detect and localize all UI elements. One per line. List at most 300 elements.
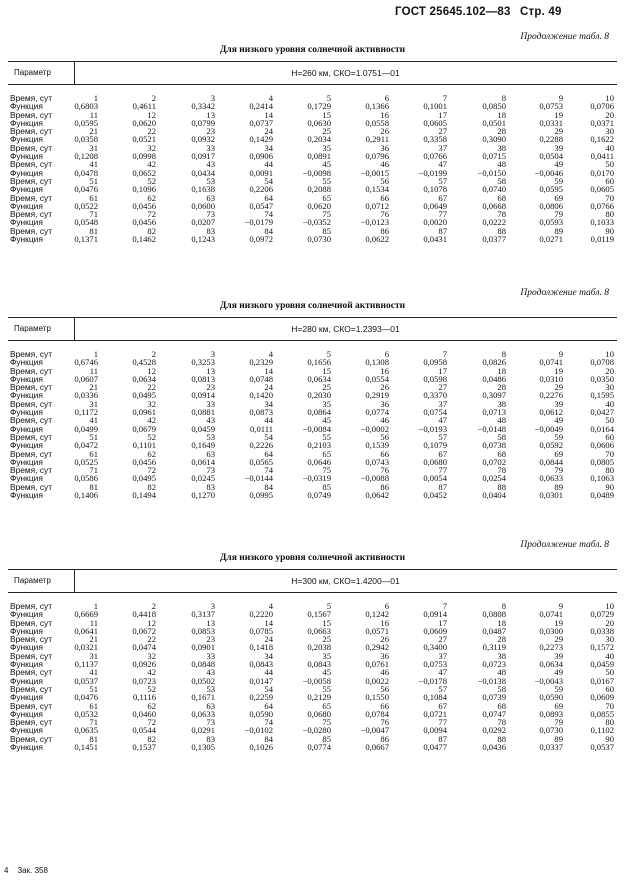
function-value: 0,0094 <box>423 725 447 736</box>
time-value: 29 <box>554 634 563 645</box>
time-value: 14 <box>264 617 273 628</box>
function-value: 0,0853 <box>191 625 215 636</box>
time-value: 20 <box>605 365 614 376</box>
time-value: 52 <box>147 683 156 694</box>
function-value: 0,0741 <box>539 609 563 620</box>
time-value: 19 <box>554 617 563 628</box>
time-value: 85 <box>322 225 331 236</box>
time-value: 82 <box>147 481 156 492</box>
time-label: Время, сут <box>10 667 53 678</box>
function-value: 0,1451 <box>74 742 98 753</box>
time-value: 80 <box>605 209 614 220</box>
time-value: 62 <box>147 700 156 711</box>
function-value: 0,0805 <box>590 456 614 467</box>
function-label: Функция <box>10 725 43 736</box>
time-value: 65 <box>322 192 331 203</box>
function-value: −0,0280 <box>302 725 331 736</box>
function-value: 0,0646 <box>307 456 331 467</box>
function-value: 0,1429 <box>249 134 273 145</box>
time-value: 57 <box>438 431 447 442</box>
time-value: 69 <box>554 700 563 711</box>
time-value: 26 <box>380 634 389 645</box>
function-value: 0,0427 <box>590 407 614 418</box>
function-value: 0,0633 <box>539 473 563 484</box>
function-value: 0,0614 <box>191 456 215 467</box>
time-value: 80 <box>605 465 614 476</box>
time-value: 62 <box>147 448 156 459</box>
function-value: 0,0404 <box>482 490 506 501</box>
function-value: −0,0148 <box>477 423 506 434</box>
function-value: 0,6803 <box>74 101 98 112</box>
time-label: Время, сут <box>10 601 53 611</box>
time-value: 16 <box>380 617 389 628</box>
time-value: 89 <box>554 225 563 236</box>
function-label: Функция <box>10 456 43 467</box>
function-value: 0,0565 <box>249 456 273 467</box>
function-value: 0,0663 <box>307 625 331 636</box>
function-row <box>8 202 617 210</box>
footer-order: Зак. 358 <box>17 866 48 875</box>
time-value: 66 <box>380 700 389 711</box>
time-value: 53 <box>206 431 215 442</box>
function-value: 0,0796 <box>365 151 389 162</box>
time-value: 84 <box>264 225 273 236</box>
section-title: Для низкого уровня солнечной активности <box>219 45 406 55</box>
time-value: 41 <box>89 159 98 170</box>
time-label: Время, сут <box>10 431 53 442</box>
time-value: 83 <box>206 481 215 492</box>
function-value: 0,0547 <box>249 200 273 211</box>
function-value: 0,1671 <box>191 692 215 703</box>
function-value: 0,2329 <box>249 357 273 368</box>
function-value: 0,3342 <box>191 101 215 112</box>
time-value: 45 <box>322 667 331 678</box>
time-value: 32 <box>147 650 156 661</box>
function-label: Функция <box>10 151 43 162</box>
function-value: 0,0622 <box>365 234 389 245</box>
function-value: 0,0766 <box>423 151 447 162</box>
time-value: 37 <box>438 398 447 409</box>
function-value: 0,0300 <box>539 625 563 636</box>
time-value: 53 <box>206 175 215 186</box>
function-value: 0,0749 <box>307 490 331 501</box>
function-label: Функция <box>10 357 43 368</box>
time-label: Время, сут <box>10 365 53 376</box>
function-value: 0,2103 <box>307 440 331 451</box>
function-value: 0,0906 <box>249 151 273 162</box>
function-value: 0,0600 <box>191 200 215 211</box>
time-value: 18 <box>497 365 506 376</box>
time-value: 48 <box>497 415 506 426</box>
table-header <box>8 61 617 85</box>
time-value: 88 <box>497 481 506 492</box>
time-value: 30 <box>605 126 614 137</box>
function-value: 0,2220 <box>249 609 273 620</box>
time-value: 83 <box>206 225 215 236</box>
time-label: Время, сут <box>10 481 53 492</box>
time-value: 45 <box>322 159 331 170</box>
time-value: 63 <box>206 700 215 711</box>
function-value: 0,2919 <box>365 390 389 401</box>
function-value: 0,0358 <box>74 134 98 145</box>
function-value: 0,0586 <box>74 473 98 484</box>
time-value: 4 <box>268 601 273 611</box>
time-value: 79 <box>554 209 563 220</box>
function-value: 0,0434 <box>191 167 215 178</box>
time-value: 37 <box>438 142 447 153</box>
function-value: 0,0502 <box>191 675 215 686</box>
function-value: 0,0774 <box>365 407 389 418</box>
time-value: 67 <box>438 192 447 203</box>
function-value: 0,0548 <box>74 217 98 228</box>
time-label: Время, сут <box>10 225 53 236</box>
time-value: 57 <box>438 683 447 694</box>
time-value: 72 <box>147 717 156 728</box>
function-value: 0,1096 <box>132 184 156 195</box>
function-value: 0,0476 <box>74 184 98 195</box>
time-value: 87 <box>438 481 447 492</box>
time-value: 51 <box>89 431 98 442</box>
function-value: 0,0495 <box>132 473 156 484</box>
time-value: 10 <box>605 93 614 103</box>
time-value: 74 <box>264 465 273 476</box>
function-value: 0,3370 <box>423 390 447 401</box>
function-value: −0,0102 <box>244 725 273 736</box>
time-value: 60 <box>605 175 614 186</box>
time-value: 86 <box>380 733 389 744</box>
function-value: 0,0020 <box>423 217 447 228</box>
function-value: 0,3090 <box>482 134 506 145</box>
function-label: Функция <box>10 625 43 636</box>
function-value: 0,1638 <box>191 184 215 195</box>
function-value: −0,0088 <box>360 473 389 484</box>
function-label: Функция <box>10 217 43 228</box>
function-value: 0,0881 <box>191 407 215 418</box>
function-value: 0,0590 <box>249 708 273 719</box>
function-row <box>8 743 617 751</box>
time-value: 28 <box>497 382 506 393</box>
function-label: Функция <box>10 373 43 384</box>
function-value: 0,1494 <box>132 490 156 501</box>
function-value: 0,3253 <box>191 357 215 368</box>
time-value: 86 <box>380 225 389 236</box>
function-value: 0,0739 <box>482 692 506 703</box>
function-label: Функция <box>10 390 43 401</box>
time-value: 51 <box>89 175 98 186</box>
time-value: 30 <box>605 634 614 645</box>
time-value: 66 <box>380 448 389 459</box>
function-value: 0,0620 <box>307 200 331 211</box>
function-value: 0,0337 <box>539 742 563 753</box>
time-label: Время, сут <box>10 398 53 409</box>
param-header: Параметр <box>14 576 51 585</box>
function-value: 0,0850 <box>482 101 506 112</box>
function-value: 0,0022 <box>365 675 389 686</box>
time-value: 50 <box>605 667 614 678</box>
function-value: 0,0901 <box>191 642 215 653</box>
time-value: 5 <box>326 349 331 359</box>
function-value: 0,0917 <box>191 151 215 162</box>
time-value: 42 <box>147 159 156 170</box>
time-value: 1 <box>93 93 98 103</box>
function-value: 0,0522 <box>74 200 98 211</box>
time-value: 13 <box>206 365 215 376</box>
function-row <box>8 474 617 482</box>
function-value: 0,6669 <box>74 609 98 620</box>
time-label: Время, сут <box>10 382 53 393</box>
function-row <box>8 218 617 226</box>
time-value: 79 <box>554 717 563 728</box>
time-value: 55 <box>322 683 331 694</box>
function-value: −0,0150 <box>477 167 506 178</box>
function-row <box>8 425 617 433</box>
time-value: 10 <box>605 601 614 611</box>
function-value: 0,1001 <box>423 101 447 112</box>
function-value: 0,0680 <box>423 456 447 467</box>
time-value: 74 <box>264 209 273 220</box>
time-value: 49 <box>554 159 563 170</box>
time-value: 3 <box>210 601 215 611</box>
function-label: Функция <box>10 200 43 211</box>
time-value: 61 <box>89 700 98 711</box>
time-value: 4 <box>268 349 273 359</box>
function-value: 0,1305 <box>191 742 215 753</box>
function-value: 0,0995 <box>249 490 273 501</box>
time-value: 65 <box>322 448 331 459</box>
time-value: 81 <box>89 733 98 744</box>
time-value: 54 <box>264 175 273 186</box>
time-value: 62 <box>147 192 156 203</box>
function-value: 0,0609 <box>423 625 447 636</box>
function-value: 0,0753 <box>423 659 447 670</box>
function-row <box>8 660 617 668</box>
time-value: 69 <box>554 192 563 203</box>
function-value: 0,4611 <box>132 101 156 112</box>
time-value: 45 <box>322 415 331 426</box>
function-value: 0,1243 <box>191 234 215 245</box>
function-value: 0,0843 <box>307 659 331 670</box>
function-value: 0,1550 <box>365 692 389 703</box>
time-value: 40 <box>605 142 614 153</box>
function-label: Функция <box>10 742 43 753</box>
function-value: 0,0499 <box>74 423 98 434</box>
function-value: 0,0478 <box>74 167 98 178</box>
time-value: 29 <box>554 126 563 137</box>
time-value: 14 <box>264 365 273 376</box>
function-value: 0,1534 <box>365 184 389 195</box>
time-value: 88 <box>497 225 506 236</box>
time-value: 85 <box>322 481 331 492</box>
function-value: 0,0167 <box>590 675 614 686</box>
time-value: 32 <box>147 142 156 153</box>
function-value: 0,0635 <box>74 725 98 736</box>
time-value: 82 <box>147 733 156 744</box>
function-value: 0,0634 <box>307 373 331 384</box>
function-value: 0,2034 <box>307 134 331 145</box>
time-value: 26 <box>380 126 389 137</box>
function-value: 0,0864 <box>307 407 331 418</box>
function-row <box>8 169 617 177</box>
time-value: 22 <box>147 382 156 393</box>
function-value: −0,0046 <box>534 167 563 178</box>
function-value: 0,4528 <box>132 357 156 368</box>
section-title: Для низкого уровня солнечной активности <box>219 553 406 563</box>
function-row <box>8 408 617 416</box>
function-value: 0,0595 <box>539 184 563 195</box>
time-value: 36 <box>380 398 389 409</box>
function-value: −0,0123 <box>360 217 389 228</box>
function-value: 0,0679 <box>132 423 156 434</box>
param-header: Параметр <box>14 68 51 77</box>
function-value: 0,2259 <box>249 692 273 703</box>
function-value: 0,0747 <box>482 708 506 719</box>
function-value: 0,0729 <box>590 609 614 620</box>
function-value: 0,0843 <box>249 659 273 670</box>
continuation-note: Продолжение табл. 8 <box>520 32 609 42</box>
function-value: 0,0301 <box>539 490 563 501</box>
time-value: 34 <box>264 650 273 661</box>
function-value: 0,0914 <box>191 390 215 401</box>
time-value: 66 <box>380 192 389 203</box>
function-value: 0,0932 <box>191 134 215 145</box>
time-value: 35 <box>322 142 331 153</box>
time-value: 78 <box>497 209 506 220</box>
time-value: 59 <box>554 431 563 442</box>
function-label: Функция <box>10 167 43 178</box>
time-value: 7 <box>442 601 447 611</box>
time-value: 54 <box>264 431 273 442</box>
function-value: 0,0826 <box>482 357 506 368</box>
time-value: 24 <box>264 382 273 393</box>
time-value: 31 <box>89 398 98 409</box>
time-value: 39 <box>554 398 563 409</box>
function-value: 0,0753 <box>539 101 563 112</box>
function-value: 0,0487 <box>482 625 506 636</box>
page-number: Стр. 49 <box>520 6 562 18</box>
function-value: 0,0590 <box>539 692 563 703</box>
time-value: 2 <box>151 93 156 103</box>
function-value: 0,0371 <box>590 117 614 128</box>
function-value: 0,2942 <box>365 642 389 653</box>
function-value: 0,1063 <box>590 473 614 484</box>
time-value: 17 <box>438 365 447 376</box>
time-value: 34 <box>264 142 273 153</box>
function-row <box>8 185 617 193</box>
function-value: −0,0144 <box>244 473 273 484</box>
function-value: 0,0891 <box>307 151 331 162</box>
time-value: 46 <box>380 667 389 678</box>
function-label: Функция <box>10 642 43 653</box>
function-value: 0,3119 <box>482 642 506 653</box>
time-value: 9 <box>558 349 563 359</box>
time-value: 8 <box>501 93 506 103</box>
function-value: 0,0593 <box>539 217 563 228</box>
time-value: 58 <box>497 431 506 442</box>
time-label: Время, сут <box>10 717 53 728</box>
function-value: 0,0456 <box>132 217 156 228</box>
function-value: 0,0702 <box>482 456 506 467</box>
time-value: 39 <box>554 650 563 661</box>
function-value: 0,0754 <box>423 407 447 418</box>
function-value: 0,2414 <box>249 101 273 112</box>
function-value: 0,1078 <box>423 184 447 195</box>
function-value: 0,0501 <box>482 117 506 128</box>
function-value: −0,0319 <box>302 473 331 484</box>
time-value: 68 <box>497 448 506 459</box>
function-value: 0,0336 <box>74 390 98 401</box>
function-value: 0,6746 <box>74 357 98 368</box>
function-value: 0,0054 <box>423 473 447 484</box>
time-label: Время, сут <box>10 700 53 711</box>
time-value: 79 <box>554 465 563 476</box>
time-value: 35 <box>322 398 331 409</box>
time-label: Время, сут <box>10 683 53 694</box>
time-value: 15 <box>322 617 331 628</box>
time-value: 76 <box>380 209 389 220</box>
time-value: 30 <box>605 382 614 393</box>
time-value: 76 <box>380 717 389 728</box>
time-value: 87 <box>438 225 447 236</box>
function-value: 0,0713 <box>482 407 506 418</box>
time-value: 69 <box>554 448 563 459</box>
function-value: 0,0321 <box>74 642 98 653</box>
function-value: 0,0525 <box>74 456 98 467</box>
time-value: 43 <box>206 159 215 170</box>
time-label: Время, сут <box>10 349 53 359</box>
function-value: 0,0958 <box>423 357 447 368</box>
time-value: 75 <box>322 465 331 476</box>
function-value: 0,0612 <box>539 407 563 418</box>
time-value: 9 <box>558 601 563 611</box>
time-value: 22 <box>147 634 156 645</box>
time-value: 61 <box>89 192 98 203</box>
function-label: Функция <box>10 659 43 670</box>
time-value: 52 <box>147 175 156 186</box>
time-label: Время, сут <box>10 415 53 426</box>
function-value: 0,2129 <box>307 692 331 703</box>
time-value: 36 <box>380 142 389 153</box>
time-value: 11 <box>89 109 98 120</box>
time-value: 37 <box>438 650 447 661</box>
function-value: 0,0799 <box>191 117 215 128</box>
time-value: 19 <box>554 109 563 120</box>
function-value: 0,0291 <box>191 725 215 736</box>
time-value: 5 <box>326 601 331 611</box>
table-header <box>8 569 617 593</box>
footer-mark: 4 <box>4 866 9 875</box>
function-value: 0,0667 <box>365 742 389 753</box>
function-value: 0,0641 <box>74 625 98 636</box>
function-value: 0,0119 <box>590 234 614 245</box>
time-value: 27 <box>438 634 447 645</box>
function-value: 0,1084 <box>423 692 447 703</box>
time-value: 6 <box>384 601 389 611</box>
time-value: 80 <box>605 717 614 728</box>
function-value: 0,2276 <box>539 390 563 401</box>
time-value: 74 <box>264 717 273 728</box>
time-value: 67 <box>438 448 447 459</box>
time-value: 73 <box>206 209 215 220</box>
time-value: 40 <box>605 398 614 409</box>
altitude-info: H=300 км, СКО=1.4200—01 <box>291 576 400 586</box>
function-value: −0,0098 <box>302 167 331 178</box>
function-value: 0,0331 <box>539 117 563 128</box>
function-value: −0,0179 <box>244 217 273 228</box>
function-row <box>8 610 617 618</box>
standard-number: ГОСТ 25645.102—83 <box>395 6 511 18</box>
time-value: 90 <box>605 733 614 744</box>
function-value: 0,2226 <box>249 440 273 451</box>
